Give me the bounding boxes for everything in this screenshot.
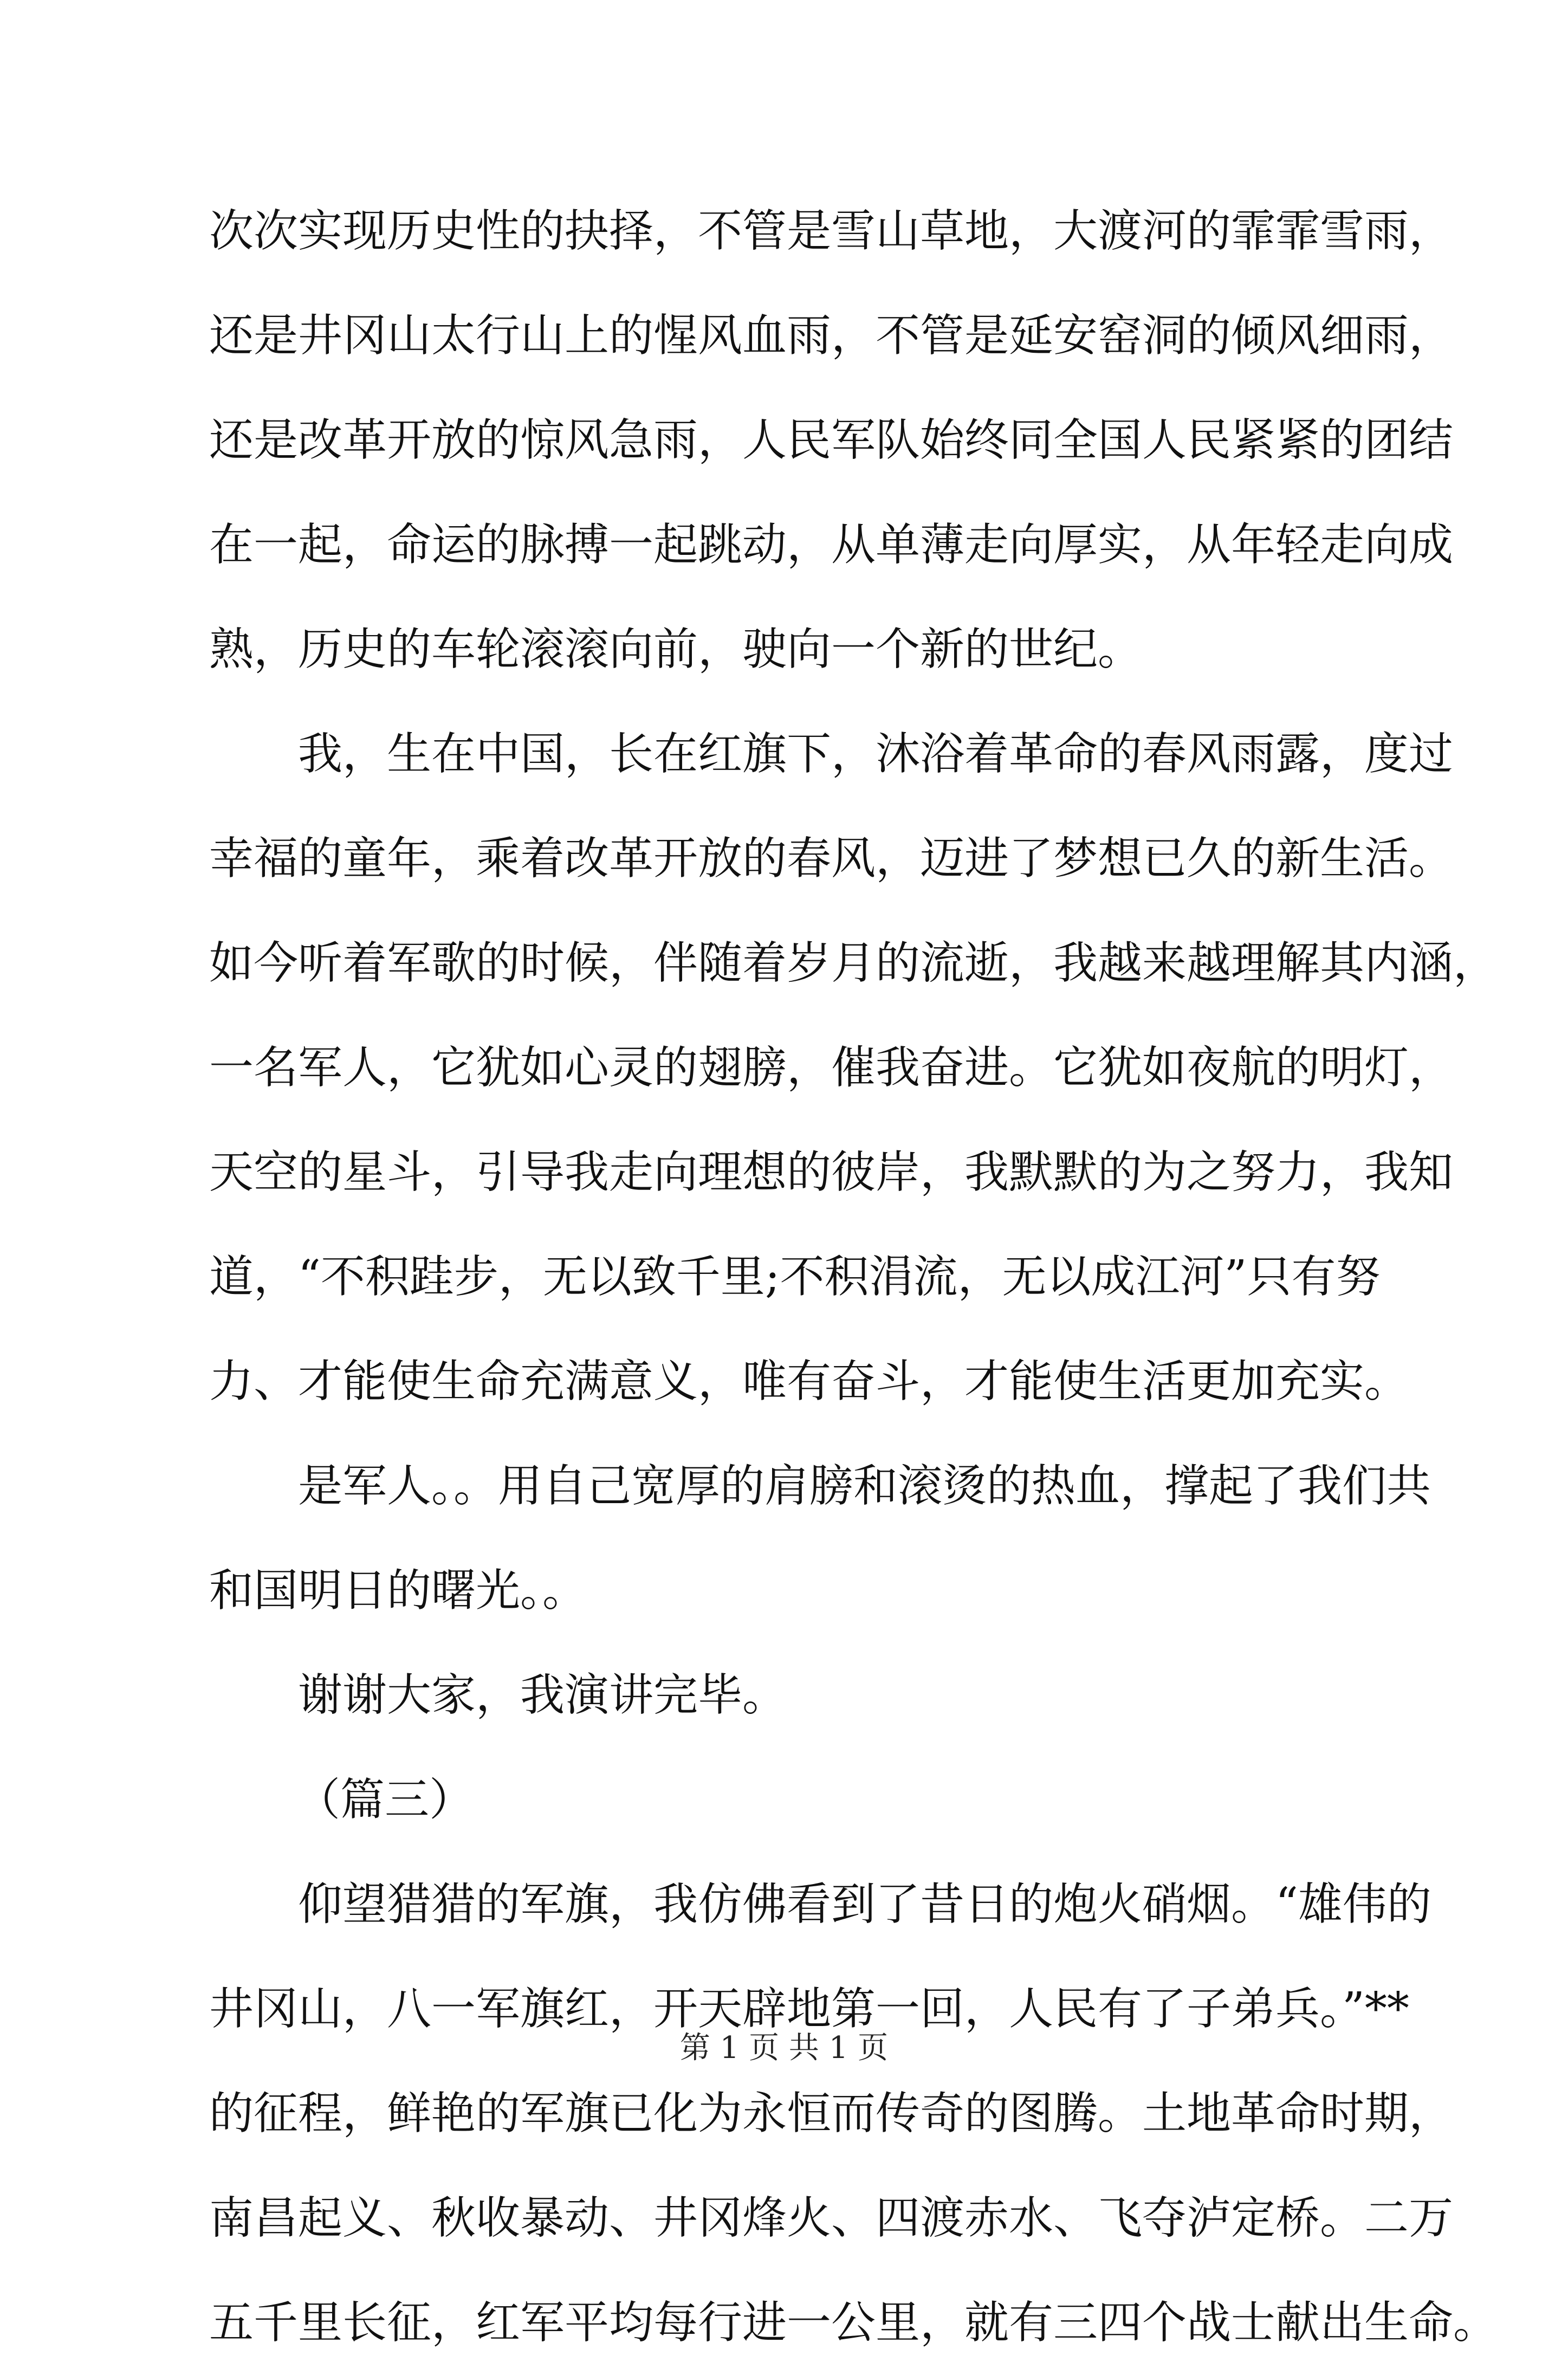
text-line-14: 和国明日的曙光。。 — [209, 1565, 587, 1616]
text-line-2: 还是井冈山太行山上的惺风血雨，不管是延安窑洞的倾风细雨， — [209, 310, 1454, 361]
section-heading: （篇三） — [296, 1774, 474, 1826]
text-line-20: 南昌起义、秋收暴动、井冈烽火、四渡赤水、飞夺泸定桥。二万 — [209, 2192, 1454, 2244]
text-line-7: 幸福的童年，乘着改革开放的春风，迈进了梦想已久的新生活。 — [209, 833, 1454, 884]
text-line-10: 天空的星斗，引导我走向理想的彼岸，我默默的为之努力，我知 — [209, 1147, 1454, 1198]
text-line-18: 井冈山，八一军旗红，开天辟地第一回，人民有了子弟兵。”** — [209, 1983, 1409, 2035]
text-line-11: 道，“不积跬步，无以致千里;不积涓流，无以成江河”只有努 — [209, 1251, 1381, 1303]
text-line-17: 仰望猎猎的军旗，我仿佛看到了昔日的炮火硝烟。“雄伟的 — [298, 1879, 1431, 1930]
text-line-8: 如今听着军歌的时候，伴随着岁月的流逝，我越来越理解其内涵， — [209, 937, 1498, 989]
text-line-12: 力、才能使生命充满意义，唯有奋斗，才能使生活更加充实。 — [209, 1356, 1409, 1407]
page-footer: 第 1 页 共 1 页 — [679, 2030, 889, 2066]
text-line-19: 的征程，鲜艳的军旗已化为永恒而传奇的图腾。土地革命时期， — [209, 2088, 1454, 2139]
text-line-1: 次次实现历史性的抉择，不管是雪山草地，大渡河的霏霏雪雨， — [209, 205, 1454, 257]
text-line-21: 五千里长征，红军平均每行进一公里，就有三四个战士献出生命。 — [209, 2297, 1498, 2348]
text-line-3: 还是改革开放的惊风急雨，人民军队始终同全国人民紧紧的团结 — [209, 415, 1454, 466]
text-line-13: 是军人。。用自己宽厚的肩膀和滚烫的热血，撑起了我们共 — [298, 1460, 1431, 1512]
text-line-5: 熟，历史的车轮滚滚向前，驶向一个新的世纪。 — [209, 624, 1143, 675]
text-line-9: 一名军人，它犹如心灵的翅膀，催我奋进。它犹如夜航的明灯， — [209, 1042, 1454, 1093]
text-line-6: 我，生在中国，长在红旗下，沐浴着革命的春风雨露，度过 — [298, 728, 1454, 780]
text-line-15: 谢谢大家，我演讲完毕。 — [298, 1669, 787, 1721]
text-line-4: 在一起，命运的脉搏一起跳动，从单薄走向厚实，从年轻走向成 — [209, 519, 1454, 571]
